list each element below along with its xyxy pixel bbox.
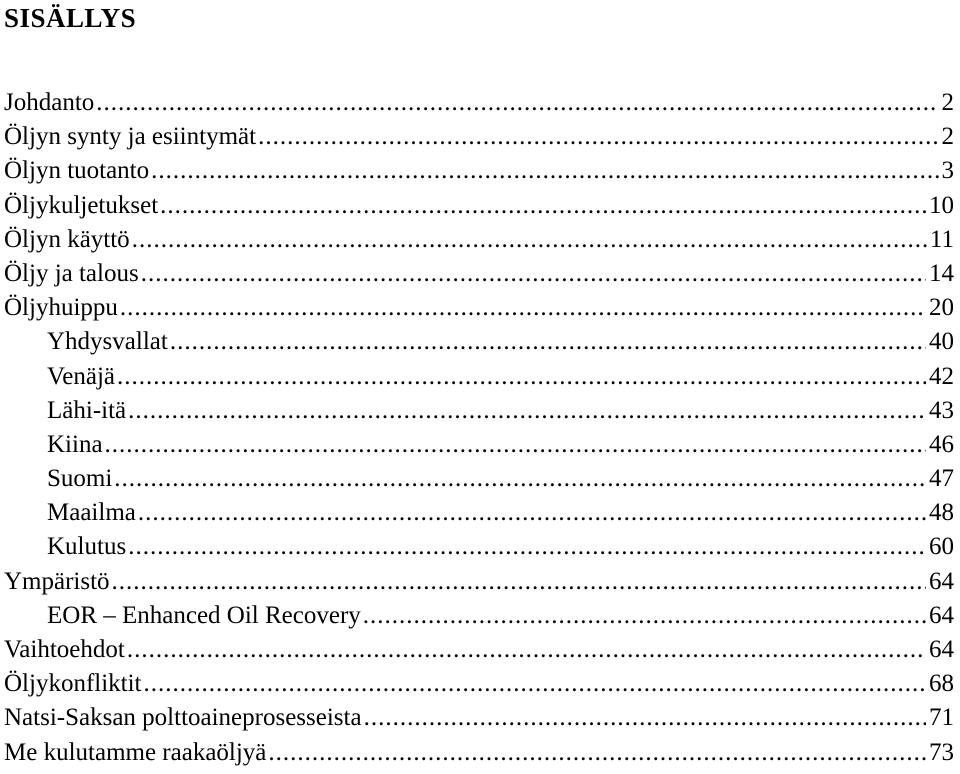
toc-entry-page: 47 xyxy=(929,465,954,493)
dot-leader xyxy=(128,530,926,564)
toc-entry-label: Öljykuljetukset xyxy=(4,191,159,219)
toc-entry xyxy=(4,189,954,223)
toc-entry-label: Suomi xyxy=(47,465,113,493)
toc-entry-page: 68 xyxy=(929,670,954,698)
toc-entry xyxy=(4,599,954,633)
toc-entry-page: 71 xyxy=(929,704,954,732)
dot-leader xyxy=(128,394,926,428)
toc-entry-page: 73 xyxy=(929,738,954,766)
dot-leader xyxy=(132,223,927,257)
toc-entry-page: 64 xyxy=(929,567,954,595)
toc-entry xyxy=(4,325,954,359)
dot-leader xyxy=(117,360,926,394)
toc-entry-label: Venäjä xyxy=(47,362,116,390)
toc-entry xyxy=(4,667,954,701)
dot-leader xyxy=(364,701,926,735)
dot-leader xyxy=(160,189,926,223)
toc-entry-label: Öljy ja talous xyxy=(4,259,139,287)
dot-leader xyxy=(105,428,926,462)
toc-entry-page: 43 xyxy=(929,396,954,424)
toc-entry-page: 14 xyxy=(929,259,954,287)
toc-entry-page: 60 xyxy=(929,533,954,561)
toc-entry-page: 46 xyxy=(929,430,954,458)
dot-leader xyxy=(120,291,926,325)
toc-entry-label: Maailma xyxy=(47,499,136,527)
dot-leader xyxy=(258,120,938,154)
toc-entry-label: Johdanto xyxy=(4,89,95,116)
toc-entry-page: 20 xyxy=(929,294,954,322)
toc-entry-label: Lähi-itä xyxy=(47,396,127,424)
dot-leader xyxy=(127,633,926,667)
toc-entry-page: 64 xyxy=(929,601,954,629)
toc-entry-label: Vaihtoehdot xyxy=(4,636,125,663)
toc-entry xyxy=(4,736,954,770)
dot-leader xyxy=(151,154,938,188)
toc-entry-label: Öljykonfliktit xyxy=(4,670,142,698)
toc-entry xyxy=(4,462,954,496)
toc-entry-page: 2 xyxy=(941,89,954,116)
toc-entry xyxy=(4,565,954,599)
toc-entry-label: EOR – Enhanced Oil Recovery xyxy=(47,601,361,629)
dot-leader xyxy=(363,599,926,633)
toc-entry-label: Öljyn käyttö xyxy=(4,225,130,253)
toc-entry-page: 11 xyxy=(929,225,954,253)
dot-leader xyxy=(114,462,926,496)
toc-entry xyxy=(4,257,954,291)
toc-entry-label: Kulutus xyxy=(47,533,127,561)
toc-entry-label: Yhdysvallat xyxy=(47,328,168,356)
toc-entry xyxy=(4,496,954,530)
toc-entry-page: 40 xyxy=(929,328,954,356)
toc-entry xyxy=(4,701,954,735)
dot-leader xyxy=(144,667,927,701)
toc-entry-page: 3 xyxy=(941,157,954,185)
toc-entry-label: Öljyn synty ja esiintymät xyxy=(4,123,257,151)
toc-entry-page: 48 xyxy=(929,499,954,527)
toc-entry-label: Kiina xyxy=(47,430,103,458)
toc-entry xyxy=(4,394,954,428)
dot-leader xyxy=(138,496,926,530)
table-of-contents xyxy=(4,86,954,770)
toc-entry xyxy=(4,120,954,154)
dot-leader xyxy=(170,325,926,359)
toc-entry xyxy=(4,360,954,394)
toc-entry-page: 2 xyxy=(941,123,954,151)
toc-entry-label: Öljyn tuotanto xyxy=(4,157,150,185)
toc-title: SISÄLLYS xyxy=(4,3,137,33)
toc-entry-label: Ympäristö xyxy=(4,567,110,595)
dot-leader xyxy=(96,86,938,120)
toc-entry xyxy=(4,291,954,325)
toc-entry xyxy=(4,86,954,120)
toc-entry xyxy=(4,154,954,188)
toc-entry-page: 10 xyxy=(929,191,954,219)
toc-entry-page: 64 xyxy=(929,636,954,663)
toc-entry xyxy=(4,428,954,462)
toc-entry xyxy=(4,530,954,564)
toc-entry-label: Natsi-Saksan polttoaineprosesseista xyxy=(4,704,362,732)
toc-entry-label: Me kulutamme raakaöljyä xyxy=(4,738,267,766)
dot-leader xyxy=(268,736,926,770)
toc-entry-label: Öljyhuippu xyxy=(4,294,118,322)
toc-entry xyxy=(4,633,954,667)
dot-leader xyxy=(112,565,926,599)
dot-leader xyxy=(141,257,926,291)
toc-entry-page: 42 xyxy=(929,362,954,390)
toc-entry xyxy=(4,223,954,257)
